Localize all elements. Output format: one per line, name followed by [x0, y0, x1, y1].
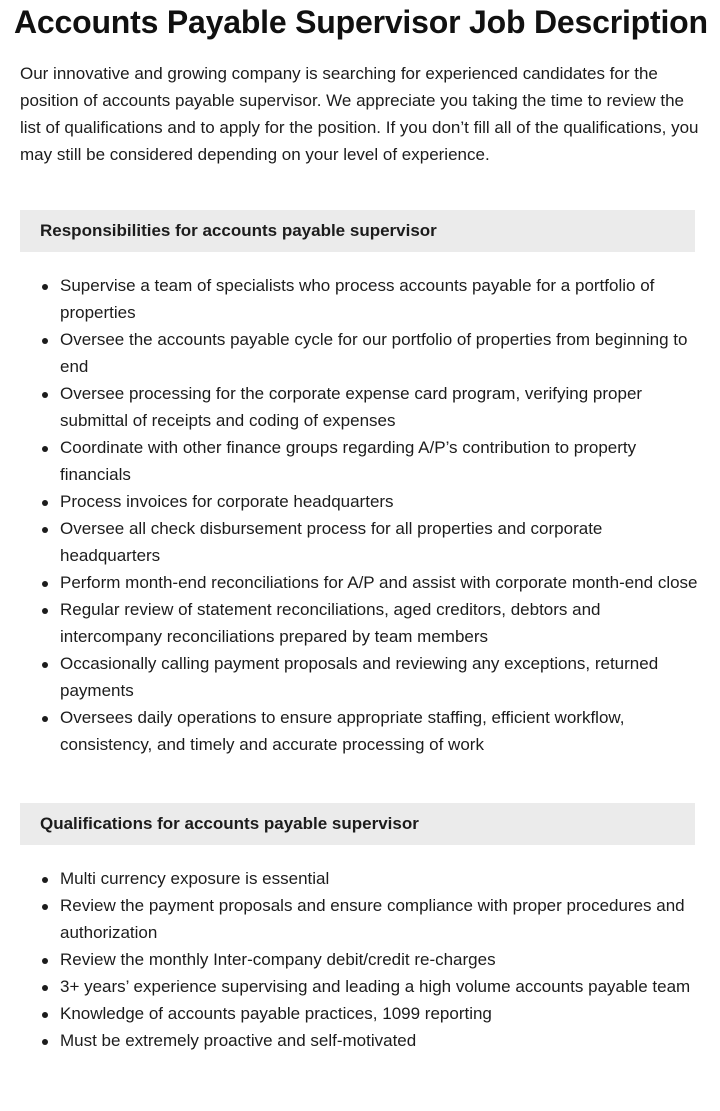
responsibility-item: Occasionally calling payment proposals and reviewing any exceptions, returned payments — [20, 650, 700, 704]
responsibilities-heading: Responsibilities for accounts payable supervisor — [20, 210, 695, 252]
responsibility-item: Oversees daily operations to ensure appropriate staffing, efficient workflow, consistency, and timely and accurate processing of work — [20, 704, 700, 758]
qualifications-heading: Qualifications for accounts payable supervisor — [20, 803, 695, 845]
qualification-item: Multi currency exposure is essential — [20, 865, 700, 892]
qualification-item: Must be extremely proactive and self-motivated — [20, 1027, 700, 1054]
responsibility-item: Perform month-end reconciliations for A/P and assist with corporate month-end close — [20, 569, 700, 596]
intro-paragraph: Our innovative and growing company is searching for experienced candidates for the position of accounts payable supervisor. We appreciate you taking the time to review the list of qualifications and to apply for the position. If you don’t fill all of the qualifications, you may still be considered depending on your level of experience. — [20, 64, 699, 164]
responsibility-item: Oversee the accounts payable cycle for our portfolio of properties from beginning to end — [20, 326, 700, 380]
qualification-item: Knowledge of accounts payable practices, 1099 reporting — [20, 1000, 700, 1027]
responsibility-item: Coordinate with other finance groups regarding A/P’s contribution to property financials — [20, 434, 700, 488]
qualification-item: Review the payment proposals and ensure compliance with proper procedures and authorization — [20, 892, 700, 946]
responsibility-item: Process invoices for corporate headquarters — [20, 488, 700, 515]
responsibility-item: Regular review of statement reconciliations, aged creditors, debtors and intercompany reconciliations prepared by team members — [20, 596, 700, 650]
responsibility-item: Supervise a team of specialists who process accounts payable for a portfolio of properties — [20, 272, 700, 326]
responsibility-item: Oversee all check disbursement process for all properties and corporate headquarters — [20, 515, 700, 569]
responsibilities-list — [20, 272, 700, 758]
responsibility-item: Oversee processing for the corporate expense card program, verifying proper submittal of receipts and coding of expenses — [20, 380, 700, 434]
page-title: Accounts Payable Supervisor Job Description — [14, 4, 708, 40]
qualifications-list — [20, 865, 700, 1054]
qualification-item: Review the monthly Inter-company debit/credit re-charges — [20, 946, 700, 973]
qualification-item: 3+ years’ experience supervising and leading a high volume accounts payable team — [20, 973, 700, 1000]
